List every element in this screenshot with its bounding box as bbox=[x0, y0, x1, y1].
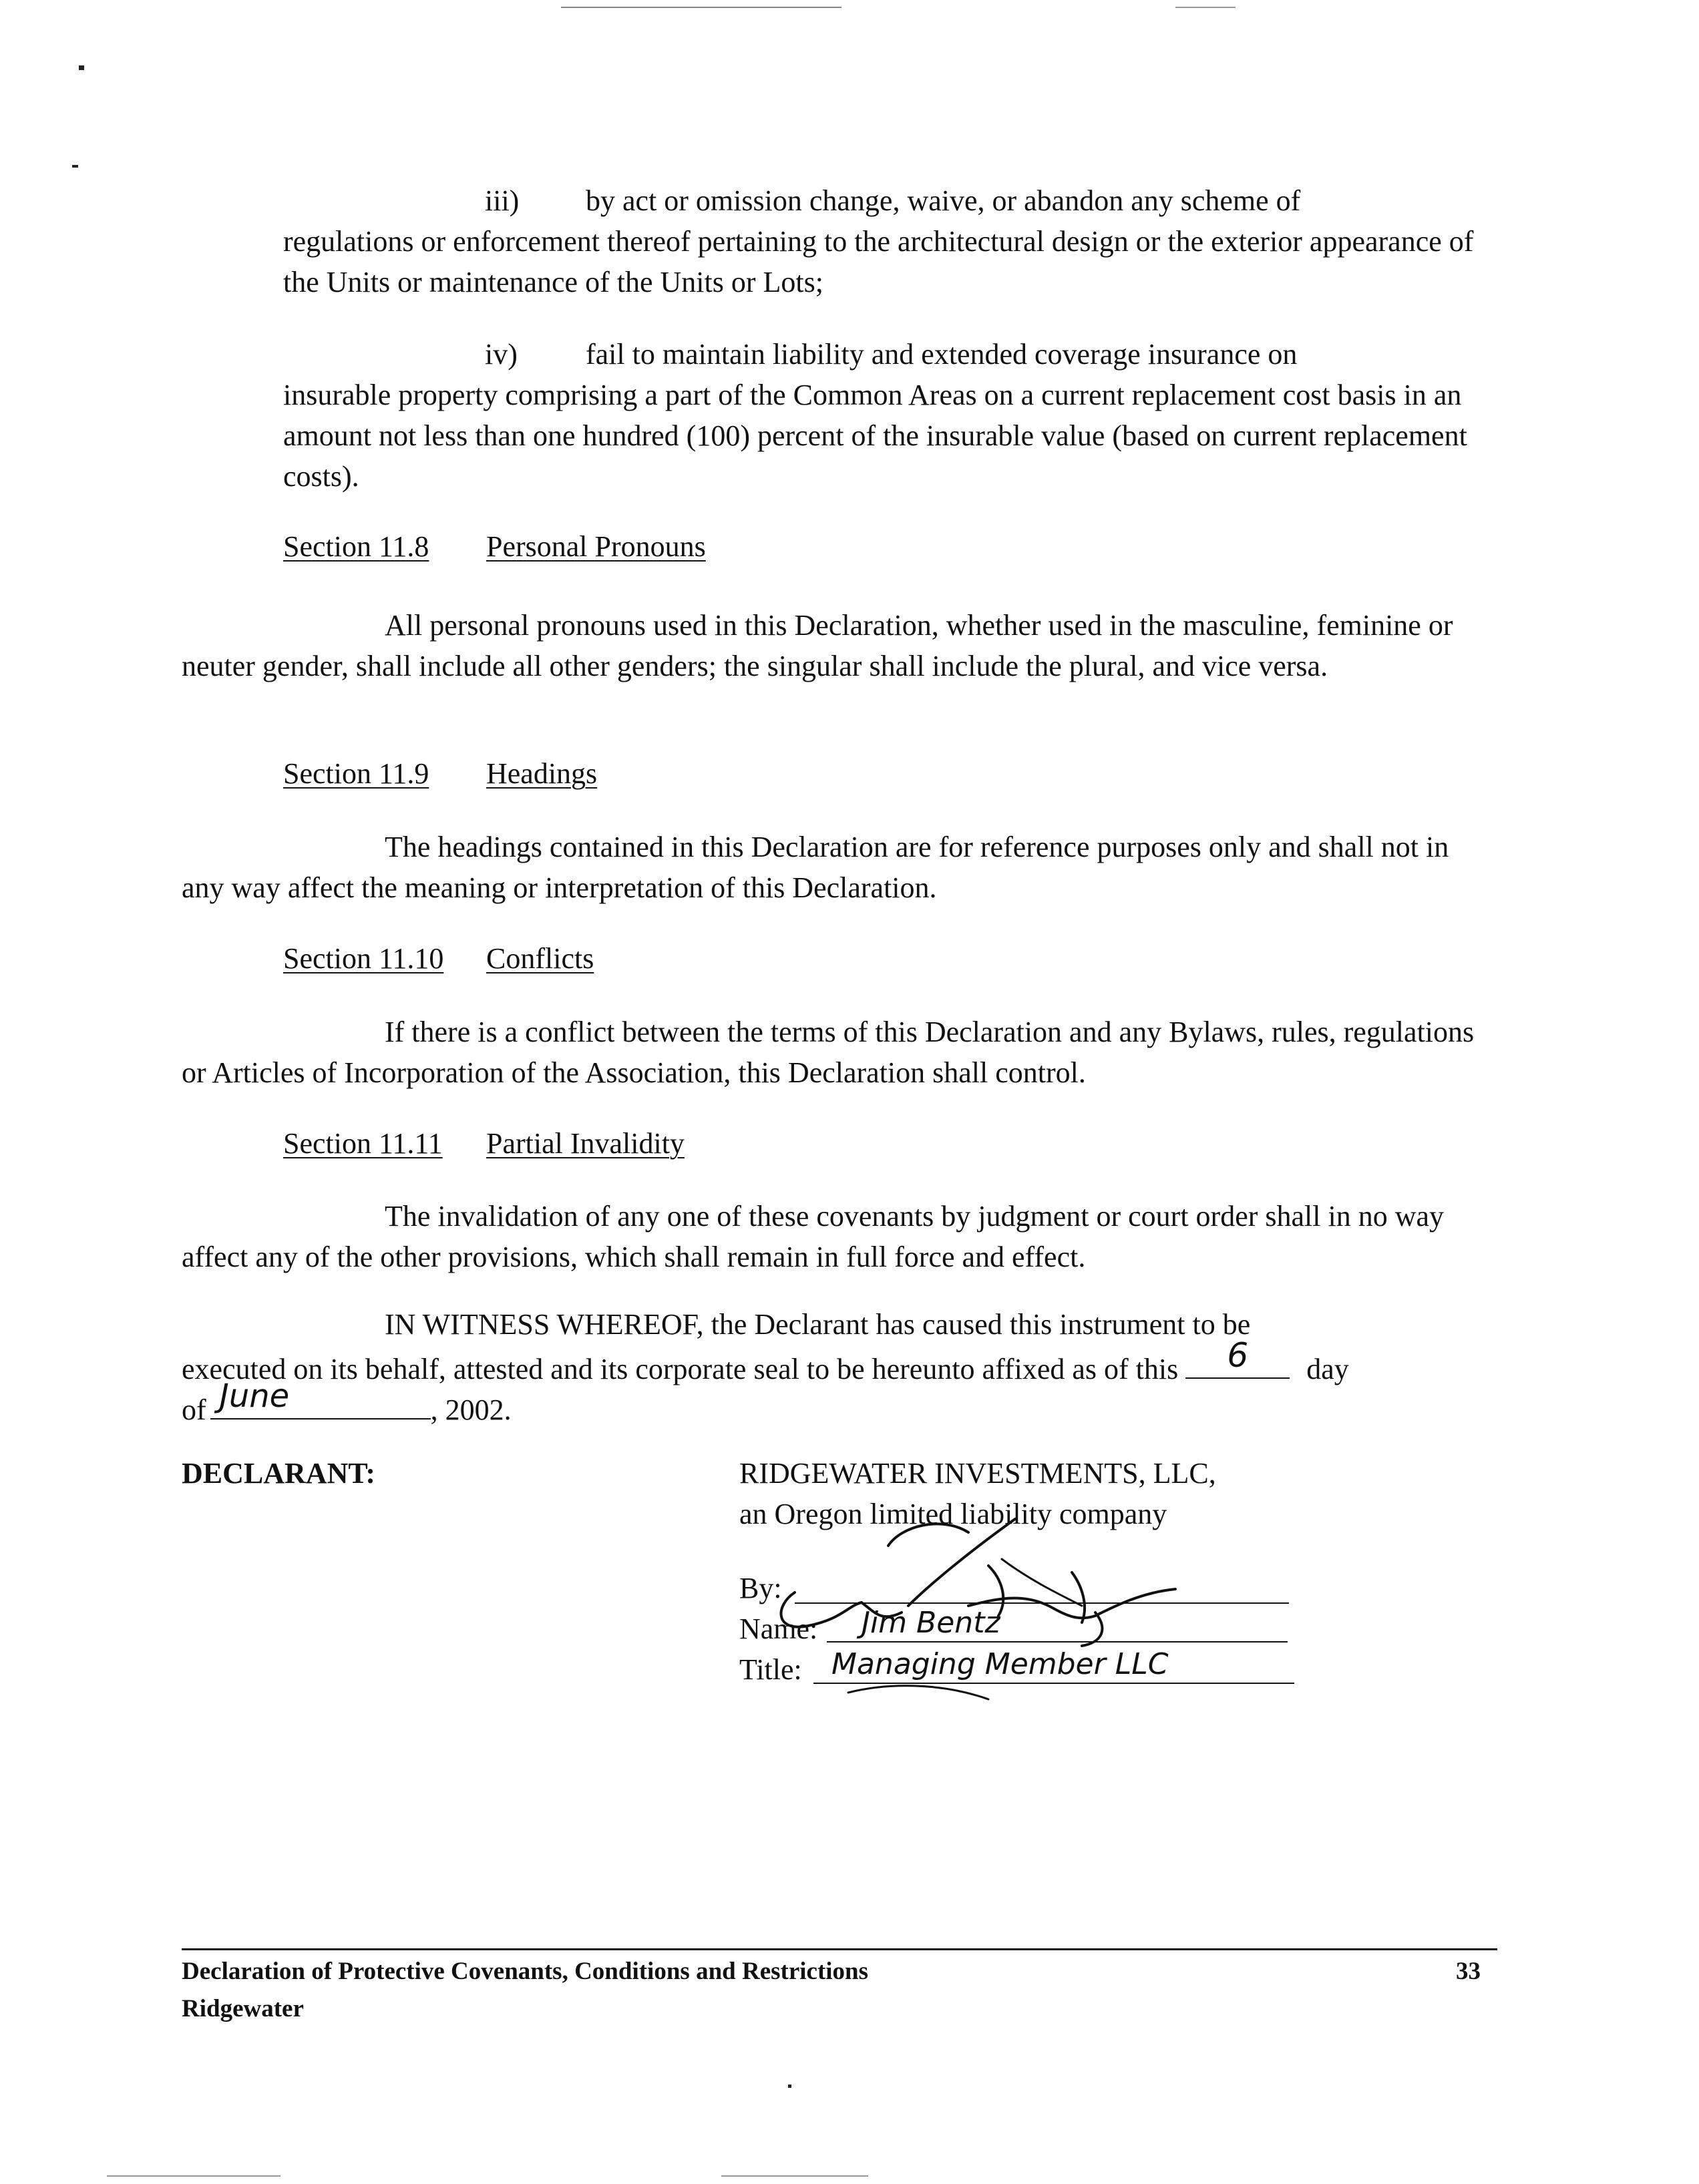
name-label: Name: bbox=[739, 1612, 818, 1645]
clause-iii-first-line: by act or omission change, waive, or abandon any scheme of bbox=[586, 184, 1301, 217]
scan-rule-top bbox=[1175, 7, 1236, 8]
section-body: If there is a conflict between the terms of this Declaration and any Bylaws, rules, regulations or Articles of Incorporation of the Association, this Declaration shall control. bbox=[182, 1016, 1475, 1089]
month-handwritten: June bbox=[219, 1377, 290, 1415]
section-number: Section 11.10 bbox=[283, 942, 444, 975]
section-heading bbox=[283, 526, 706, 567]
day-handwritten: 6 bbox=[1227, 1336, 1249, 1375]
footer-project-name: Ridgewater bbox=[182, 1995, 304, 2022]
declarant-label: DECLARANT: bbox=[182, 1457, 376, 1490]
witness-year: , 2002. bbox=[430, 1393, 512, 1426]
scan-speck bbox=[788, 2085, 791, 2088]
scan-rule-bottom bbox=[107, 2175, 280, 2177]
company-name: RIDGEWATER INVESTMENTS, LLC, bbox=[739, 1457, 1216, 1490]
clause-iv-marker: iv) bbox=[485, 338, 518, 371]
footer-rule bbox=[182, 1948, 1497, 1950]
section-heading bbox=[283, 1123, 685, 1164]
section-body: The headings contained in this Declaration are for reference purposes only and shall not in any way affect the meaning or interpretation of this Declaration. bbox=[182, 831, 1449, 904]
section-title: Partial Invalidity bbox=[486, 1127, 685, 1160]
company-description: an Oregon limited liability company bbox=[739, 1498, 1167, 1530]
witness-of-label: of bbox=[182, 1393, 206, 1426]
witness-line-3 bbox=[182, 1377, 512, 1430]
section-body: All personal pronouns used in this Declaration, whether used in the masculine, feminine or neuter gender, shall include all other genders; the singular shall include the plural, and vice versa. bbox=[182, 609, 1453, 682]
section-number: Section 11.8 bbox=[283, 530, 429, 563]
clause-iv-continuation: insurable property comprising a part of the Common Areas on a current replacement cost basis in an amount not less than one hundred (100) percent of the insurable value (based on current replacement costs). bbox=[283, 379, 1467, 493]
title-label: Title: bbox=[739, 1653, 802, 1686]
section-heading bbox=[283, 938, 594, 979]
signature-scribble bbox=[768, 1506, 1195, 1719]
day-blank bbox=[1185, 1336, 1290, 1379]
section-number: Section 11.11 bbox=[283, 1127, 443, 1160]
section-title: Personal Pronouns bbox=[486, 530, 706, 563]
section-title: Conflicts bbox=[486, 942, 594, 975]
witness-line-1: IN WITNESS WHEREOF, the Declarant has caused this instrument to be bbox=[385, 1308, 1251, 1341]
scan-speck bbox=[72, 165, 78, 168]
scan-rule-bottom bbox=[721, 2175, 868, 2177]
section-heading bbox=[283, 753, 597, 794]
name-handwritten: Jim Bentz bbox=[862, 1606, 1000, 1640]
footer-document-title: Declaration of Protective Covenants, Conditions and Restrictions bbox=[182, 1958, 869, 1985]
clause-iii-marker: iii) bbox=[485, 184, 520, 217]
scan-rule-top bbox=[561, 7, 841, 8]
section-number: Section 11.9 bbox=[283, 757, 429, 790]
scan-speck bbox=[79, 65, 84, 70]
witness-day-label: day bbox=[1306, 1353, 1349, 1385]
witness-line-2-text: executed on its behalf, attested and its corporate seal to be hereunto affixed as of this bbox=[182, 1353, 1179, 1385]
section-body: The invalidation of any one of these covenants by judgment or court order shall in no way affect any of the other provisions, which shall remain in full force and effect. bbox=[182, 1200, 1445, 1273]
title-handwritten: Managing Member LLC bbox=[831, 1647, 1169, 1681]
clause-iv-first-line: fail to maintain liability and extended coverage insurance on bbox=[586, 338, 1298, 371]
month-blank bbox=[210, 1377, 431, 1419]
by-label: By: bbox=[739, 1572, 782, 1604]
footer-page-number: 33 bbox=[1456, 1958, 1481, 1985]
clause-iii-continuation: regulations or enforcement thereof pertaining to the architectural design or the exterior appearance of the Units or maintenance of the Units or Lots; bbox=[283, 225, 1474, 298]
section-title: Headings bbox=[486, 757, 598, 790]
